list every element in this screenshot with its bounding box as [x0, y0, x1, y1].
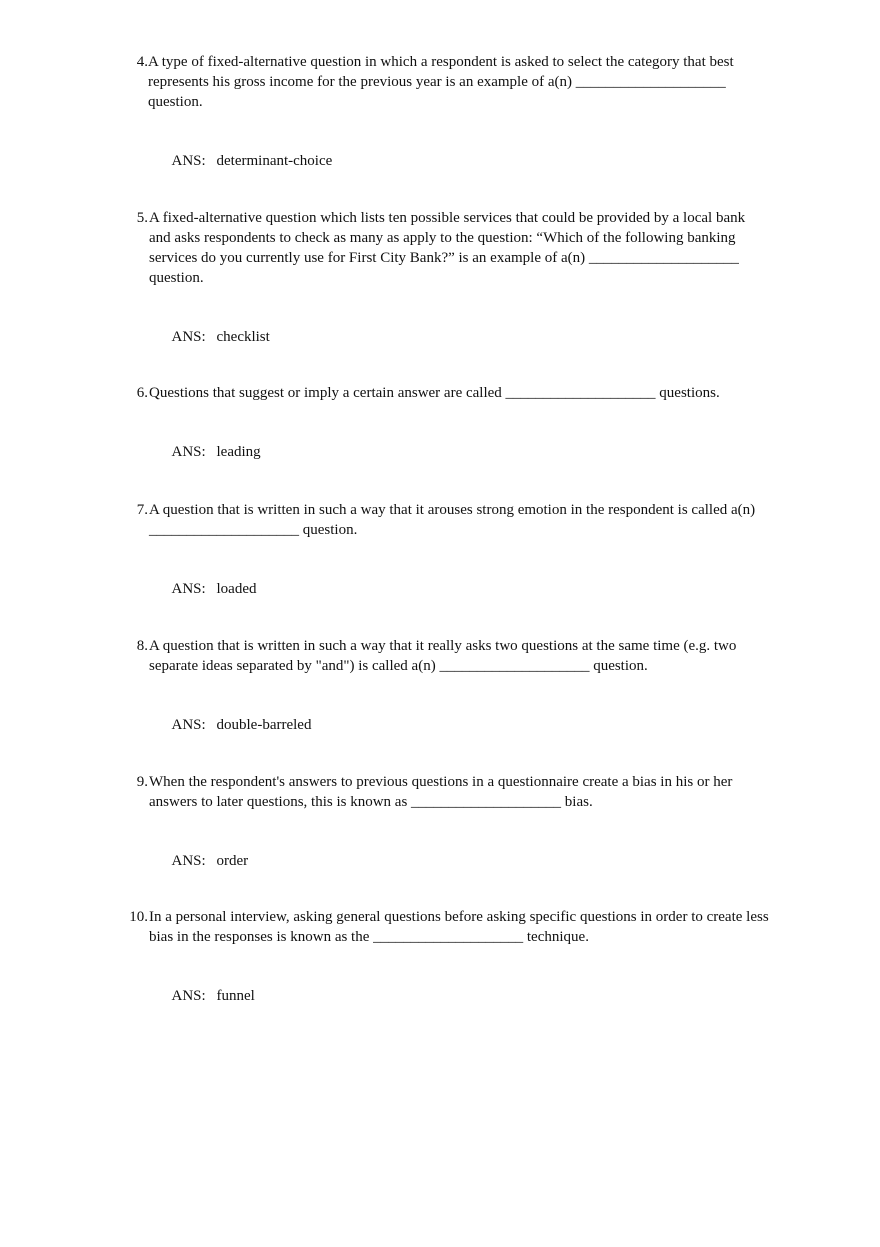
answer: [112, 695, 812, 755]
answer-label: ANS:: [171, 581, 206, 597]
answer-value: double-barreled: [216, 717, 312, 733]
question-line: A fixed-alternative question which lists ten possible services that could be provided by a local bank: [149, 210, 746, 226]
question-line: bias in the responses is known as the ____________________ technique.: [149, 929, 589, 945]
question-text: [148, 500, 812, 540]
answer: [112, 559, 812, 619]
question-text: [148, 52, 812, 112]
answer-value: order: [216, 853, 249, 869]
question-10: [112, 907, 812, 1026]
question-text: [148, 636, 812, 676]
question-number: 5.: [136, 210, 148, 226]
question-5: [112, 208, 812, 367]
question-4: [112, 52, 812, 191]
question-number: 8.: [136, 638, 148, 654]
answer-value: funnel: [216, 988, 255, 1004]
question-line: represents his gross income for the previous year is an example of a(n) ____________________: [148, 74, 726, 90]
answer: [112, 422, 812, 482]
question-number: 9.: [136, 774, 148, 790]
question-7: [112, 500, 812, 619]
question-line: question.: [148, 94, 203, 110]
question-line: In a personal interview, asking general questions before asking specific questions in order to create less: [149, 909, 769, 925]
question-8: [112, 636, 812, 755]
question-line: services do you currently use for First City Bank?” is an example of a(n) ____________________: [149, 250, 739, 266]
answer-label: ANS:: [171, 988, 206, 1004]
answer-label: ANS:: [171, 329, 206, 345]
answer-value: loaded: [216, 581, 257, 597]
question-line: and asks respondents to check as many as apply to the question: “Which of the following banking: [149, 230, 736, 246]
question-line: Questions that suggest or imply a certain answer are called ____________________ questions.: [149, 385, 720, 401]
answer-value: leading: [216, 444, 261, 460]
answer: [112, 966, 812, 1026]
answer-label: ANS:: [171, 717, 206, 733]
answer-label: ANS:: [171, 853, 206, 869]
question-text: [148, 907, 812, 947]
question-number: 10.: [129, 909, 148, 925]
answer: [112, 831, 812, 891]
question-text: [148, 208, 812, 288]
question-text: [148, 772, 812, 812]
question-line: When the respondent's answers to previous questions in a questionnaire create a bias in his or her: [149, 774, 733, 790]
answer-value: checklist: [216, 329, 270, 345]
answer-label: ANS:: [171, 444, 206, 460]
question-line: A question that is written in such a way that it really asks two questions at the same time (e.g. two: [149, 638, 737, 654]
question-number: 7.: [136, 502, 148, 518]
answer-value: determinant-choice: [216, 153, 333, 169]
answer: [112, 131, 812, 191]
question-line: A question that is written in such a way that it arouses strong emotion in the respondent is called a(n): [149, 502, 756, 518]
answer-label: ANS:: [171, 153, 206, 169]
question-line: answers to later questions, this is known as ____________________ bias.: [149, 794, 593, 810]
answer: [112, 307, 812, 367]
question-line: question.: [149, 270, 204, 286]
question-line: separate ideas separated by "and") is called a(n) ____________________ question.: [149, 658, 648, 674]
question-6: [112, 383, 812, 482]
question-line: ____________________ question.: [149, 522, 358, 538]
question-line: A type of fixed-alternative question in which a respondent is asked to select the category that best: [148, 54, 734, 70]
question-number: 6.: [136, 385, 148, 401]
question-9: [112, 772, 812, 891]
question-text: [148, 383, 812, 403]
question-number: 4.: [136, 54, 148, 70]
